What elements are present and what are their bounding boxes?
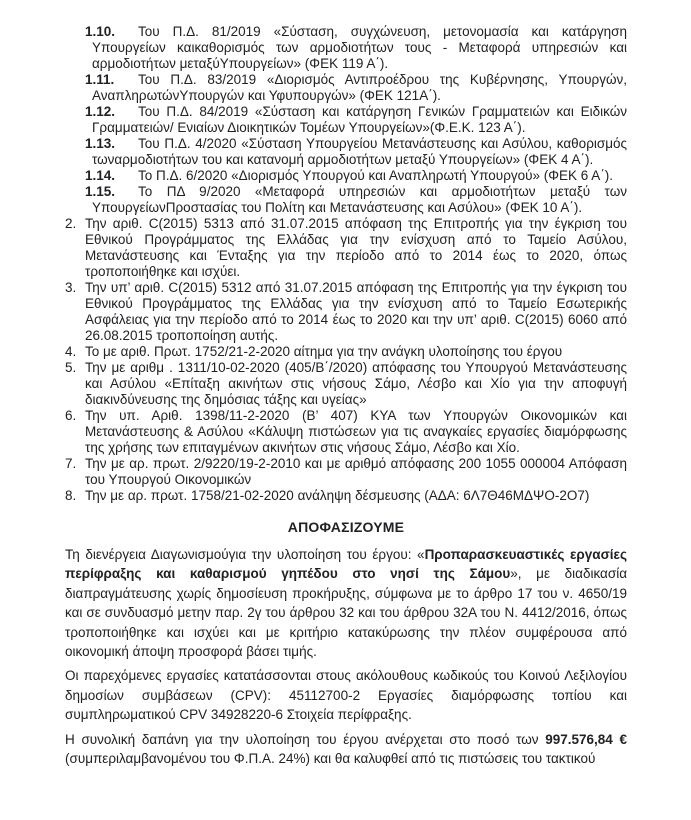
- text-run: », με διαδικασία διαπραγμάτευσης χωρίς δημοσίευση προκήρυξης, σύμφωνα με το άρθρο 17 του ν. 4650/19 και σε συνδυασμό μετην παρ. 2γ του άρθρου 32 και του άρθρου 32Α του Ν. 4412/2016, όπως τροποποιήθηκε και ισχύει και με κριτήριο κατακύρωσης την πλέον συμφέρουσα από οικονομική άποψη προσφορά βάσει τιμής.: [65, 566, 628, 660]
- list-item-text: [85, 216, 627, 279]
- list-item-number: 1.15.: [85, 184, 116, 199]
- list-item: [65, 104, 627, 136]
- text-run: (συμπεριλαμβανομένου του Φ.Π.Α. 24%) και θα καλυφθεί από τις πιστώσεις του τακτικού: [65, 751, 596, 767]
- list-item: [65, 184, 627, 216]
- text-run: Την υπ. Αριθ. 1398/11-2-2020 (Β’ 407) ΚΥΑ των Υπουργών Οικονομικών και Μετανάστευσης & Ασύλου «Κάλυψη πιστώσεων για τις αναγκαίες εργασίες διαμόρφωσης της χρήσης των επιταγμένων ακινήτων στις νήσους Σάμο, Λέσβο και Χίο.: [85, 408, 627, 455]
- text-run: Την με αρ. πρωτ. 2/9220/19-2-2010 και με αριθμό απόφασης 200 1055 000004 Απόφαση του Υπουργού Οικονομικών: [85, 456, 627, 487]
- list-item-number: 8.: [65, 488, 77, 503]
- list-item-number: 1.14.: [85, 168, 116, 183]
- list-item: [65, 456, 627, 488]
- text-run: Την αριθ. C(2015) 5313 από 31.07.2015 απόφαση της Επιτροπής για την έγκριση του Εθνικού Προγράμματος της Ελλάδας για την ενίσχυση από το Ταμείο Ασύλου, Μετανάστευσης και Ένταξης για την περίοδο από το 2014 έως το 2020, όπως τροποποιήθηκε και ισχύει.: [85, 216, 627, 279]
- text-run: Οι παρεχόμενες εργασίες κατατάσσονται στους ακόλουθους κωδικούς του Κοινού Λεξιλογίου δημοσίων συμβάσεων (CPV): 45112700-2 Εργασίες διαμόρφωσης τοπίου και συμπληρωματικού CPV 34928220-6 Στοιχεία περίφραξης.: [65, 668, 627, 723]
- paragraph: [65, 730, 627, 769]
- list-item-text: [85, 360, 627, 407]
- list-item: [65, 344, 627, 360]
- list-item-number: 4.: [65, 344, 77, 359]
- bold-text-run: Προπαρασκευαστικές εργασίες περίφραξης και καθαρισμού γηπέδου στο νησί της Σάμου: [65, 547, 627, 582]
- list-item-number: 2.: [65, 216, 77, 231]
- list-item-text: [92, 24, 627, 71]
- list-item-text: [138, 168, 613, 183]
- decision-heading: ΑΠΟΦΑΣΙΖΟΥΜΕ: [287, 519, 405, 535]
- list-item-number: 1.11.: [85, 72, 115, 87]
- list-item-number: 1.12.: [85, 104, 116, 119]
- text-run: Το Π.Δ. 6/2020 «Διορισμός Υπουργού και Αναπληρωτή Υπουργού» (ΦΕΚ 6 Α΄).: [138, 168, 614, 183]
- text-run: Την με αρ. πρωτ. 1758/21-02-2020 ανάληψη δέσμευσης (ΑΔΑ: 6Λ7Θ46ΜΔΨΟ-2Ο7): [85, 488, 590, 503]
- list-item-text: [92, 72, 627, 103]
- text-run: Τη διενέργεια Διαγωνισμούγια την υλοποίηση του έργου: «: [65, 547, 425, 562]
- list-item-text: [85, 488, 589, 503]
- text-run: Η συνολική δαπάνη για την υλοποίηση του έργου ανέρχεται στο ποσό των: [65, 731, 546, 747]
- list-item-text: [92, 184, 627, 215]
- list-item-text: [85, 408, 627, 455]
- decision-paragraphs: [65, 545, 627, 768]
- list-item-number: 5.: [65, 360, 77, 375]
- list-item: [65, 408, 627, 456]
- list-item: [65, 136, 627, 168]
- bold-text-run: 997.576,84 €: [545, 731, 628, 747]
- reference-list: [65, 24, 627, 504]
- text-run: Το με αριθ. Πρωτ. 1752/21-2-2020 αίτημα για την ανάγκη υλοποίησης του έργου: [85, 344, 563, 359]
- list-item-text: [92, 104, 627, 135]
- list-item-number: 1.13.: [85, 136, 116, 151]
- text-run: Την με αριθμ . 1311/10-02-2020 (405/Β΄/2020) απόφασης του Υπουργού Μετανάστευσης και Ασύλου «Επίταξη ακινήτων στις νήσους Σάμο, Λέσβο και Χίο για την αποφυγή διακινδύνευσης της δημόσιας τάξης και υγείας»: [85, 360, 627, 407]
- list-item: [65, 488, 627, 504]
- text-run: Του Π.Δ. 81/2019 «Σύσταση, συγχώνευση, μετονομασία και κατάργηση Υπουργείων καικαθορισμός των αρμοδιοτήτων τους - Μεταφορά υπηρεσιών και αρμοδιοτήτων μεταξύΥπουργείων» (ΦΕΚ 119 Α΄).: [92, 24, 627, 71]
- list-item-number: 6.: [65, 408, 77, 423]
- list-item: [65, 216, 627, 280]
- list-item: [65, 360, 627, 408]
- paragraph: [65, 666, 627, 724]
- list-item-number: 7.: [65, 456, 77, 471]
- list-item-text: [85, 344, 562, 359]
- list-item-number: 1.10.: [85, 24, 116, 39]
- text-run: Την υπ’ αριθ. C(2015) 5312 από 31.07.2015 απόφαση της Επιτροπής για την έγκριση του Εθνικού Προγράμματος της Ελλάδας για την ενίσχυση από το Ταμείο Εσωτερικής Ασφάλειας για την περίοδο από το 2014 έως το 2020 και την υπ’ αριθ. C(2015) 6060 από 26.08.2015 τροποποίηση αυτής.: [85, 280, 627, 343]
- list-item-number: 3.: [65, 280, 77, 295]
- list-item-text: [85, 456, 627, 487]
- text-run: Του Π.Δ. 4/2020 «Σύσταση Υπουργείου Μετανάστευσης και Ασύλου, καθορισμός τωναρμοδιοτήτων του και κατανομή αρμοδιοτήτων μεταξύ Υπουργείων» (ΦΕΚ 4 Α΄).: [92, 136, 627, 167]
- list-item: [65, 24, 627, 72]
- list-item-text: [85, 280, 627, 343]
- text-run: Του Π.Δ. 83/2019 «Διορισμός Αντιπροέδρου της Κυβέρνησης, Υπουργών, ΑναπληρωτώνΥπουργών και Υφυπουργών» (ΦΕΚ 121Α΄).: [92, 72, 627, 103]
- list-item: [65, 168, 627, 184]
- text-run: Του Π.Δ. 84/2019 «Σύσταση και κατάργηση Γενικών Γραμματειών και Ειδικών Γραμματειών/ Ενιαίων Διοικητικών Τομέων Υπουργείων»(Φ.Ε.Κ. 123 Α΄).: [92, 104, 627, 135]
- list-item: [65, 72, 627, 104]
- text-run: Το ΠΔ 9/2020 «Μεταφορά υπηρεσιών και αρμοδιοτήτων μεταξύ των ΥπουργείωνΠροστασίας του Πολίτη και Μετανάστευσης και Ασύλου» (ΦΕΚ 10 Α΄).: [92, 184, 627, 215]
- list-item-text: [92, 136, 627, 167]
- list-item: [65, 280, 627, 344]
- paragraph: [65, 545, 627, 661]
